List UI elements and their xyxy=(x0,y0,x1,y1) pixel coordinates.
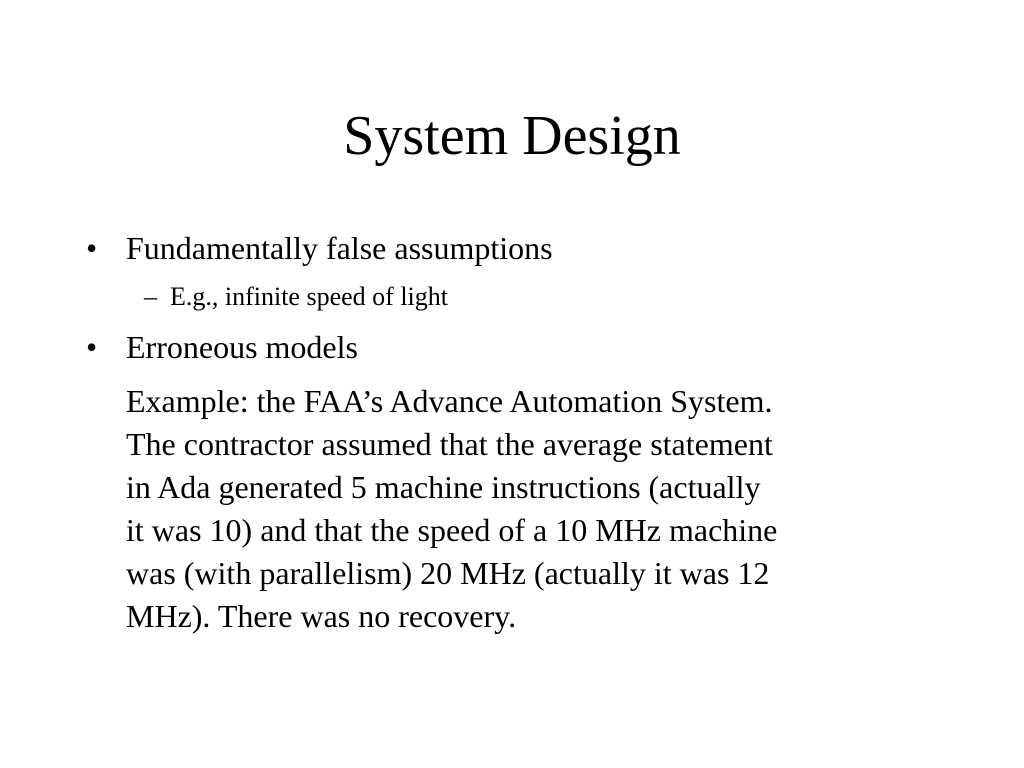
example-line: MHz). There was no recovery. xyxy=(126,598,517,634)
bullet-mark: • xyxy=(86,329,98,365)
example-line: The contractor assumed that the average statement xyxy=(126,426,773,462)
example-line: was (with parallelism) 20 MHz (actually it was 12 xyxy=(126,555,770,591)
sub-bullet-text: E.g., infinite speed of light xyxy=(170,282,449,311)
example-line: Example: the FAA’s Advance Automation System. xyxy=(126,383,773,419)
bullet-text: Fundamentally false assumptions xyxy=(126,230,553,266)
sub-bullet-mark: – xyxy=(144,282,157,311)
example-line: it was 10) and that the speed of a 10 MHz machine xyxy=(126,512,778,548)
example-paragraph xyxy=(126,380,956,638)
bullet-mark: • xyxy=(86,230,98,266)
bullet-text: Erroneous models xyxy=(126,329,358,365)
example-line: in Ada generated 5 machine instructions (actually xyxy=(126,469,761,505)
slide-title: System Design xyxy=(343,105,681,167)
